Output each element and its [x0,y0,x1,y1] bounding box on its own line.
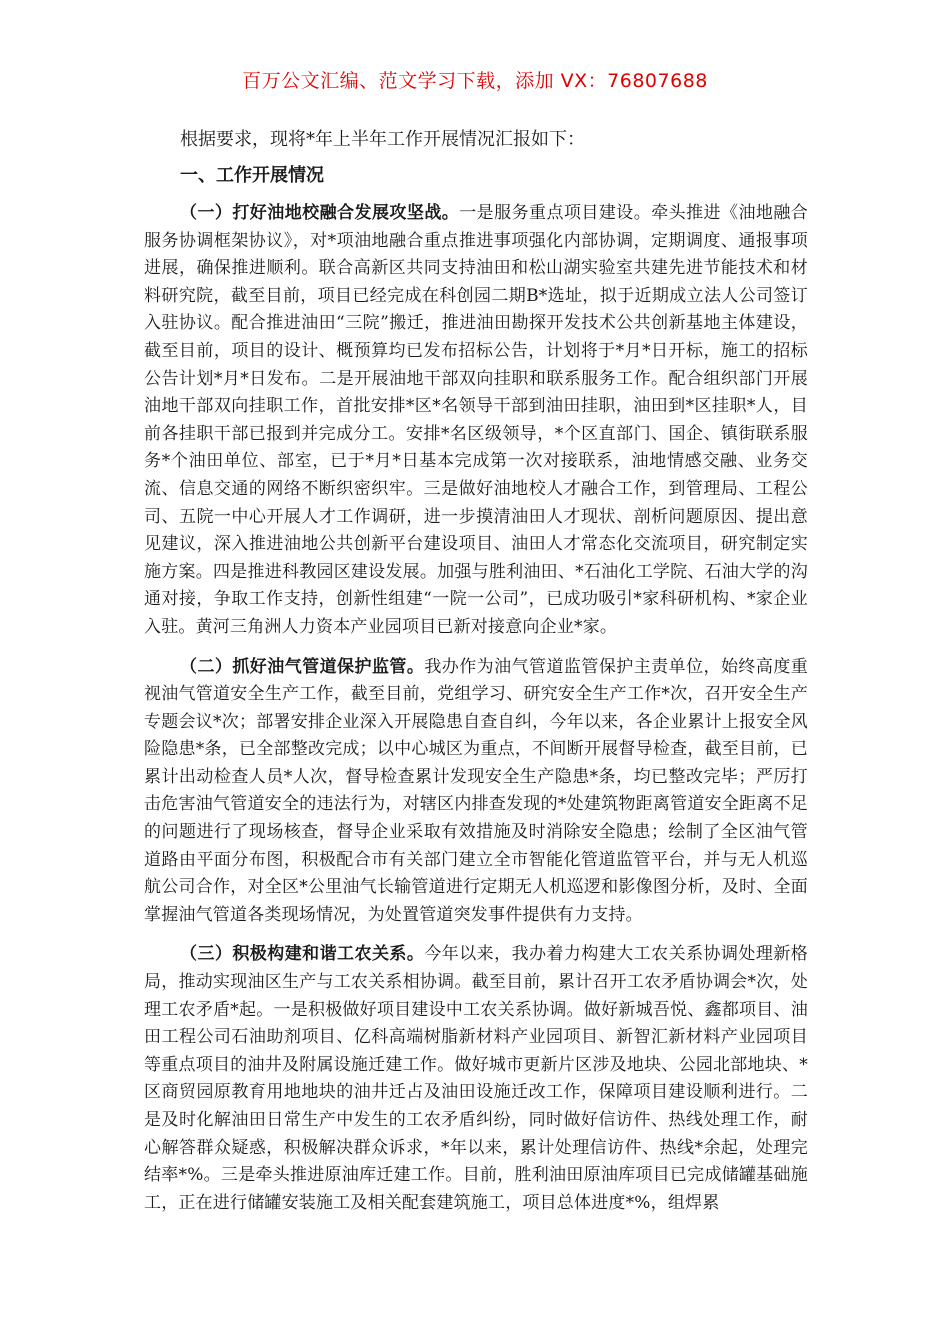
paragraph-3 [144,941,808,1217]
paragraph-2-body: 我办作为油气管道监管保护主责单位，始终高度重视油气管道安全生产工作，截至目前，党组学习、研究安全生产工作*次，召开安全生产专题会议*次；部署安排企业深入开展隐患自查自纠，今年以来，各企业累计上报安全风险隐患*条，已全部整改完成；以中心城区为重点，不间断开展督导检查，截至目前，已累计出动检查人员*人次，督导检查累计发现安全生产隐患*条，均已整改完毕；严厉打击危害油气管道安全的违法行为，对辖区内排查发现的*处建筑物距离管道安全距离不足的问题进行了现场核查，督导企业采取有效措施及时消除安全隐患；绘制了全区油气管道路由平面分布图，积极配合市有关部门建立全市智能化管道监管平台，并与无人机巡航公司合作，对全区*公里油气长输管道进行定期无人机巡逻和影像图分析，及时、全面掌握油气管道各类现场情况，为处置管道突发事件提供有力支持。 [144,656,808,925]
paragraph-1-body: 一是服务重点项目建设。牵头推进《油地融合服务协调框架协议》，对*项油地融合重点推进事项强化内部协调，定期调度、通报事项进展，确保推进顺利。联合高新区共同支持油田和松山湖实验室共建先进节能技术和材料研究院，截至目前，项目已经完成在科创园二期B*选址，拟于近期成立法人公司签订入驻协议。配合推进油田“三院”搬迁，推进油田勘探开发技术公共创新基地主体建设，截至目前，项目的设计、概预算均已发布招标公告，计划将于*月*日开标，施工的招标公告计划*月*日发布。二是开展油地干部双向挂职和联系服务工作。配合组织部门开展油地干部双向挂职工作，首批安排*区*名领导干部到油田挂职，油田到*区挂职*人，目前各挂职干部已报到并完成分工。安排*名区级领导，*个区直部门、国企、镇街联系服务*个油田单位、部室，已于*月*日基本完成第一次对接联系，油地情感交融、业务交流、信息交通的网络不断织密织牢。三是做好油地校人才融合工作，到管理局、工程公司、五院一中心开展人才工作调研，进一步摸清油田人才现状、剖析问题原因、提出意见建议，深入推进油地公共创新平台建设项目、油田人才常态化交流项目，研究制定实施方案。四是推进科教园区建设发展。加强与胜利油田、*石油化工学院、石油大学的沟通对接，争取工作支持，创新性组建“一院一公司”，已成功吸引*家科研机构、*家企业入驻。黄河三角洲人力资本产业园项目已新对接意向企业*家。 [144,203,809,637]
paragraph-2-lead: （二）抓好油气管道保护监管。 [180,656,425,677]
watermark-banner: 百万公文汇编、范文学习下载，添加 VX：76807688 [242,70,708,92]
section-heading: 一、工作开展情况 [180,165,324,186]
paragraph-1 [144,200,808,642]
paragraph-1-lead: （一）打好油地校融合发展攻坚战。 [180,203,460,223]
intro-paragraph: 根据要求，现将*年上半年工作开展情况汇报如下： [180,129,585,150]
paragraph-2 [144,654,808,930]
paragraph-3-lead: （三）积极构建和谐工农关系。 [180,944,425,965]
document-body [144,126,808,1229]
paragraph-3-body: 今年以来，我办着力构建大工农关系协调处理新格局，推动实现油区生产与工农关系相协调。截至目前，累计召开工农矛盾协调会*次，处理工农矛盾*起。一是积极做好项目建设中工农关系协调。做好新城吾悦、鑫都项目、油田工程公司石油助剂项目、亿科高端树脂新材料产业园项目、新智汇新材料产业园项目等重点项目的油井及附属设施迁建工作。做好城市更新片区涉及地块、公园北部地块、*区商贸园原教育用地地块的油井迁占及油田设施迁改工作，保障项目建设顺利进行。二是及时化解油田日常生产中发生的工农矛盾纠纷，同时做好信访件、热线处理工作，耐心解答群众疑惑，积极解决群众诉求，*年以来，累计处理信访件、热线*余起，处理完结率*%。三是牵头推进原油库迁建工作。目前，胜利油田原油库项目已完成储罐基础施工，正在进行储罐安装施工及相关配套建筑施工，项目总体进度*%，组焊累 [144,944,808,1213]
